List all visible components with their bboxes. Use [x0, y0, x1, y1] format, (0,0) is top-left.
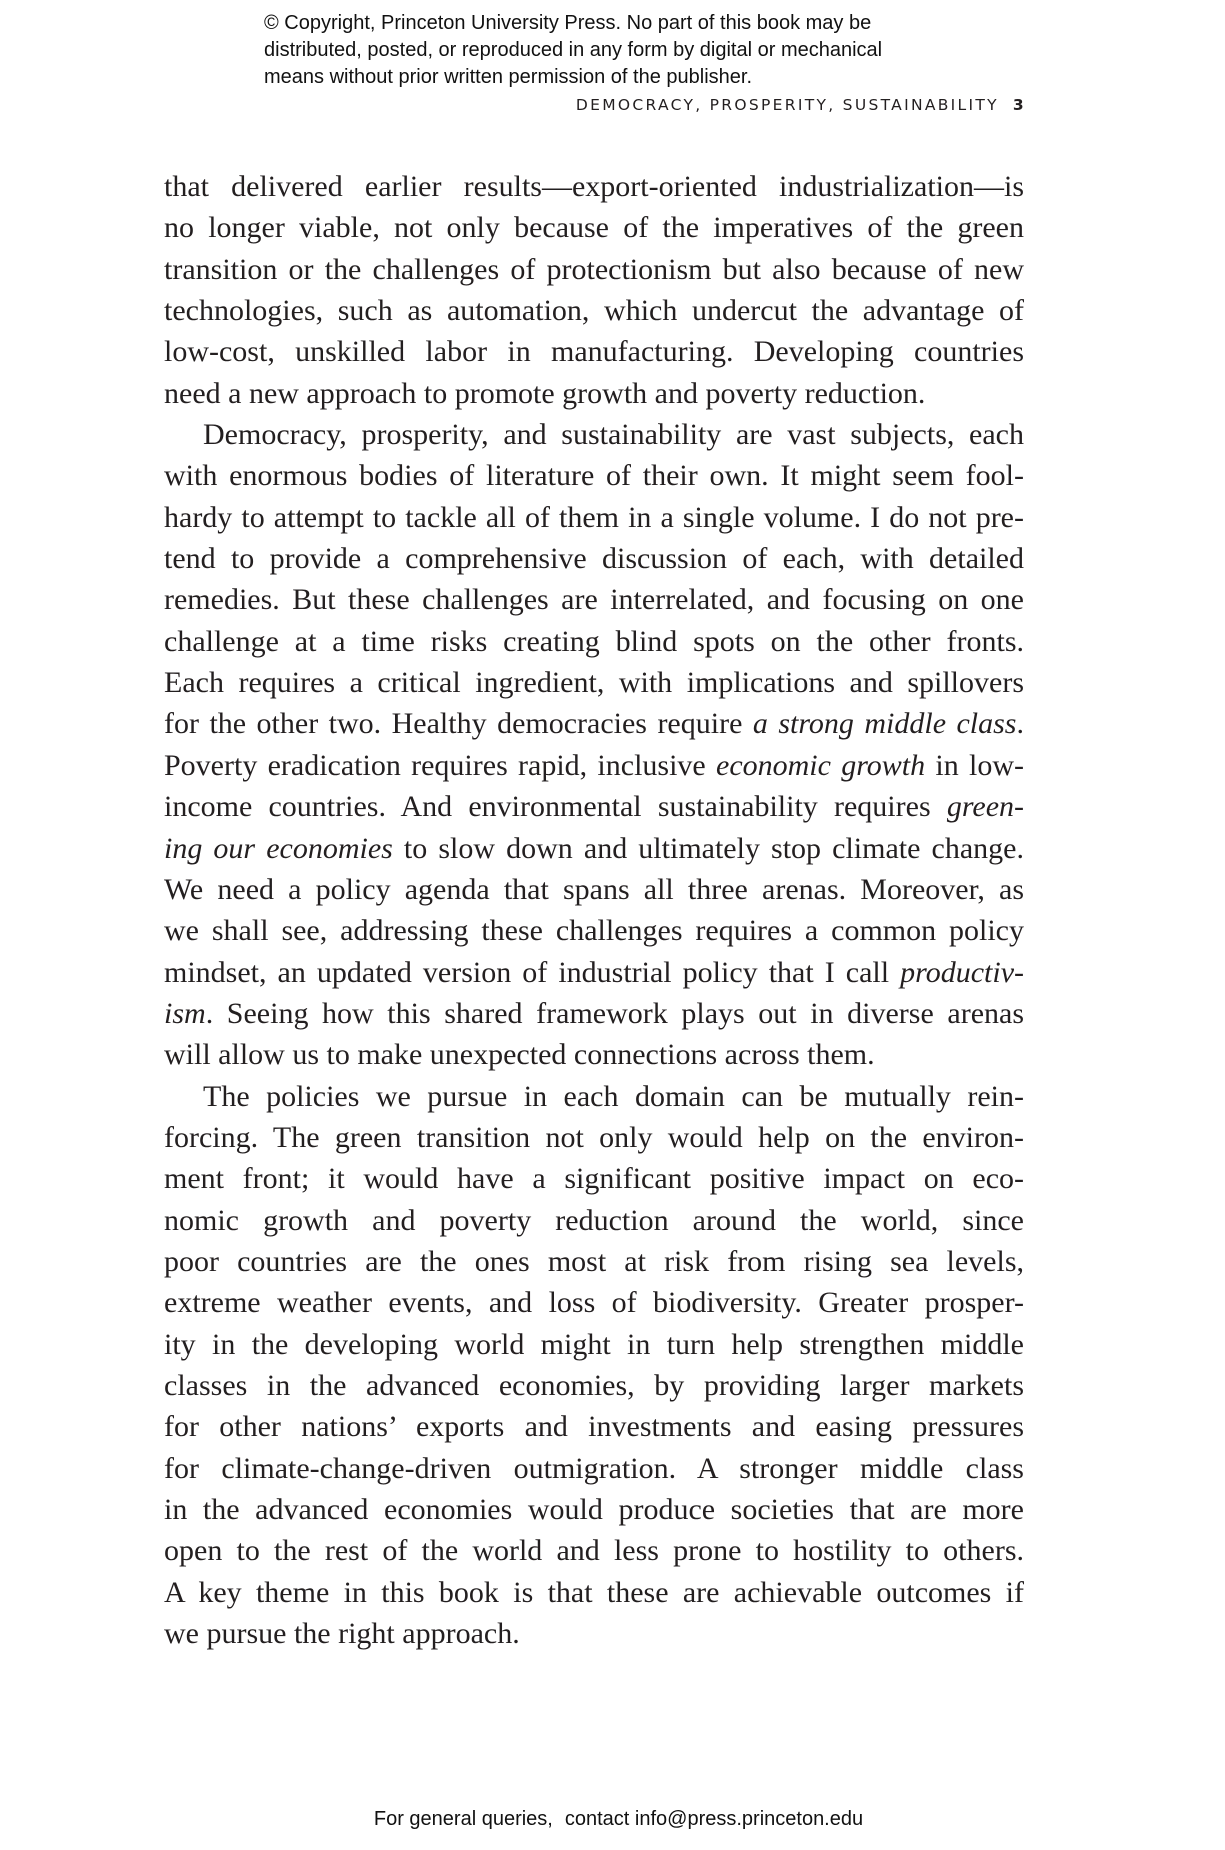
text-line: A key theme in this book is that these are achievable outcomes if: [164, 1575, 1024, 1609]
body-text: [164, 166, 1024, 1654]
text-line: forcing. The green transition not only would help on the environ-: [164, 1120, 1024, 1154]
italic-run: green-: [946, 790, 1024, 824]
italic-run: economic growth: [716, 748, 926, 782]
italic-run: ism: [164, 996, 206, 1030]
text-line: [164, 786, 1024, 827]
text-line: poor countries are the ones most at risk from rising sea levels,: [164, 1244, 1024, 1278]
copyright-notice: [264, 10, 984, 91]
text-run: Poverty eradication requires rapid, inclusive: [164, 748, 717, 782]
footer-email[interactable]: contact info@press.princeton.edu: [564, 1808, 864, 1830]
text-line: we pursue the right approach.: [164, 1617, 520, 1651]
text-line: Each requires a critical ingredient, with implications and spillovers: [164, 666, 1024, 700]
text-run: . Seeing how this shared framework plays out in diverse arenas: [205, 996, 1024, 1030]
text-line: transition or the challenges of protectionism but also because of new: [164, 252, 1024, 286]
text-line: with enormous bodies of literature of their own. It might seem fool-: [164, 459, 1024, 493]
text-line: open to the rest of the world and less prone to hostility to others.: [164, 1534, 1024, 1568]
text-line: ity in the developing world might in turn help strengthen middle: [164, 1327, 1024, 1361]
text-run: to slow down and ultimately stop climate change.: [392, 831, 1024, 865]
text-run: income countries. And environmental sustainability requires: [164, 790, 947, 824]
text-line: that delivered earlier results—export-oriented industrialization—is: [164, 170, 1024, 203]
text-line: Democracy, prosperity, and sustainability are vast subjects, each: [203, 418, 1024, 452]
text-line: we shall see, addressing these challenges requires a common policy: [164, 914, 1024, 948]
text-line: [164, 703, 1024, 744]
text-line: technologies, such as automation, which undercut the advantage of: [164, 294, 1024, 328]
paragraph-1: [164, 166, 1024, 414]
text-line: [164, 745, 1024, 786]
text-run: mindset, an updated version of industrial policy that I call: [164, 955, 901, 989]
running-head: [576, 96, 1026, 114]
text-line: hardy to attempt to tackle all of them in a single volume. I do not pre-: [164, 500, 1024, 534]
text-line: low-cost, unskilled labor in manufacturing. Developing countries: [164, 335, 1024, 369]
text-line: challenge at a time risks creating blind spots on the other fronts.: [164, 624, 1024, 658]
text-line: [164, 993, 1024, 1034]
copyright-line-1: © Copyright, Princeton University Press. No part of this book may be: [264, 12, 872, 34]
text-line: for other nations’ exports and investments and easing pressures: [164, 1410, 1024, 1444]
text-line: remedies. But these challenges are interrelated, and focusing on one: [164, 583, 1024, 617]
footer-label: For general queries,: [373, 1808, 553, 1830]
text-line: classes in the advanced economies, by providing larger markets: [164, 1368, 1024, 1402]
italic-run: a strong middle class: [752, 707, 1017, 741]
italic-run: productiv-: [900, 955, 1024, 989]
running-head-title: DEMOCRACY, PROSPERITY, SUSTAINABILITY: [575, 96, 999, 114]
text-line: need a new approach to promote growth and poverty reduction.: [164, 376, 926, 410]
text-run: for the other two. Healthy democracies require: [164, 707, 753, 741]
text-run: .: [1016, 707, 1024, 741]
text-line: [164, 828, 1024, 869]
text-line: extreme weather events, and loss of biodiversity. Greater prosper-: [164, 1286, 1024, 1320]
text-line: ment front; it would have a significant positive impact on eco-: [164, 1162, 1024, 1196]
page-number: 3: [1012, 96, 1026, 114]
footer-contact: [0, 1808, 1225, 1831]
text-run: in low-: [925, 748, 1025, 782]
text-line: nomic growth and poverty reduction around the world, since: [164, 1203, 1024, 1237]
text-line: in the advanced economies would produce societies that are more: [164, 1493, 1024, 1526]
text-line: tend to provide a comprehensive discussion of each, with detailed: [164, 542, 1024, 576]
copyright-line-3: means without prior written permission of the publisher.: [264, 66, 753, 88]
text-line: [164, 952, 1024, 993]
text-line: will allow us to make unexpected connections across them.: [164, 1038, 875, 1072]
italic-run: ing our economies: [164, 831, 393, 865]
text-line: no longer viable, not only because of the imperatives of the green: [164, 211, 1024, 245]
text-line: We need a policy agenda that spans all three arenas. Moreover, as: [164, 872, 1024, 906]
paragraph-3: [164, 1076, 1024, 1655]
text-line: for climate-change-driven outmigration. A stronger middle class: [164, 1451, 1024, 1485]
copyright-line-2: distributed, posted, or reproduced in any form by digital or mechanical: [264, 39, 883, 61]
paragraph-2: [164, 414, 1024, 1076]
text-line: The policies we pursue in each domain can be mutually rein-: [203, 1079, 1024, 1113]
